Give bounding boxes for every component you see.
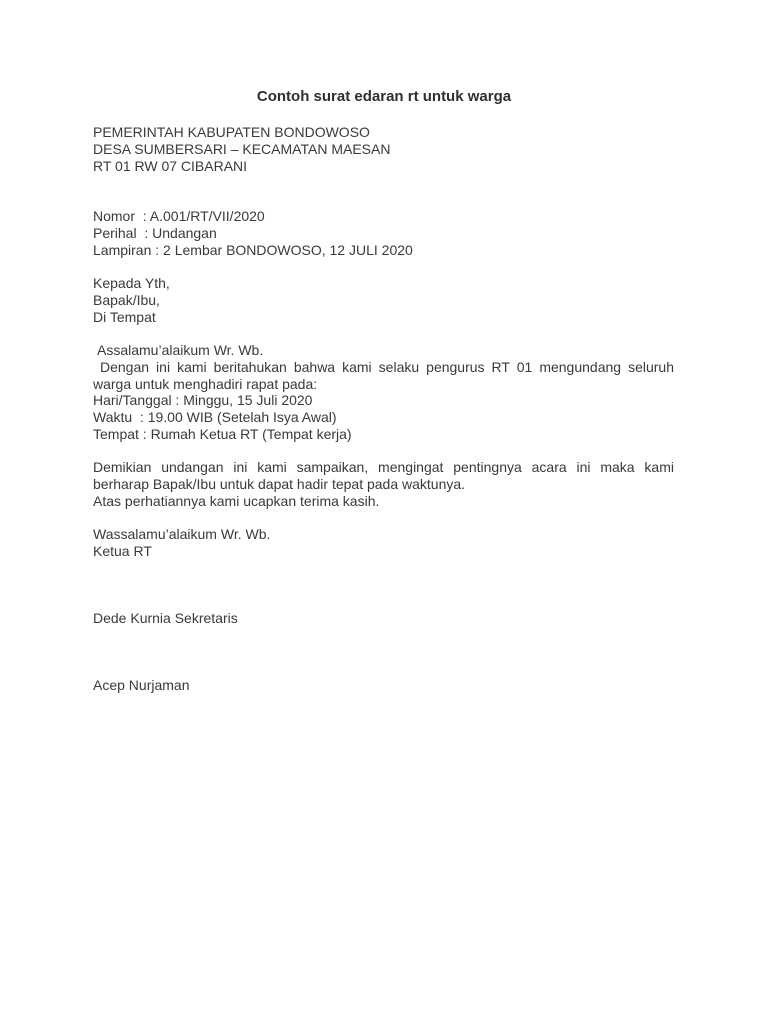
signer-block-1 <box>93 610 674 627</box>
thanks-line: Atas perhatiannya kami ucapkan terima kasih. <box>93 492 380 509</box>
signer-block-2 <box>93 677 674 694</box>
document-title: Contoh surat edaran rt untuk warga <box>256 88 512 105</box>
letterhead-line-2: DESA SUMBERSARI – KECAMATAN MAESAN <box>93 140 391 157</box>
event-date: Hari/Tanggal : Minggu, 15 Juli 2020 <box>93 392 313 409</box>
signer-name-2: Acep Nurjaman <box>93 677 190 693</box>
recipient-line-3: Di Tempat <box>93 308 156 325</box>
signer-role: Ketua RT <box>93 542 152 559</box>
signer-name-1: Dede Kurnia Sekretaris <box>93 610 238 626</box>
closing-paragraph: Demikian undangan ini kami sampaikan, mengingat pentingnya acara ini maka kami berharap Bapak/Ibu untuk dapat hadir tepat pada waktunya. <box>93 459 674 492</box>
intro-paragraph: Dengan ini kami beritahukan bahwa kami selaku pengurus RT 01 mengundang seluruh warga untuk menghadiri rapat pada: <box>93 358 674 392</box>
meta-perihal: Perihal : Undangan <box>93 224 217 241</box>
closing-block <box>93 459 674 509</box>
recipient <box>93 275 674 325</box>
letter-meta <box>93 208 674 258</box>
recipient-line-1: Kepada Yth, <box>93 275 170 291</box>
signoff <box>93 526 674 560</box>
meta-nomor: Nomor : A.001/RT/VII/2020 <box>93 208 265 224</box>
recipient-line-2: Bapak/Ibu, <box>93 291 160 308</box>
event-place: Tempat : Rumah Ketua RT (Tempat kerja) <box>93 425 352 442</box>
event-time: Waktu : 19.00 WIB (Setelah Isya Awal) <box>93 409 337 426</box>
closing-salam: Wassalamu’alaikum Wr. Wb. <box>93 526 271 542</box>
greeting: Assalamu’alaikum Wr. Wb. <box>97 342 264 358</box>
letterhead-line-3: RT 01 RW 07 CIBARANI <box>93 157 248 174</box>
meta-lampiran: Lampiran : 2 Lembar BONDOWOSO, 12 JULI 2020 <box>93 241 413 258</box>
letterhead <box>93 124 674 174</box>
letterhead-line-1: PEMERINTAH KABUPATEN BONDOWOSO <box>93 124 370 140</box>
letter-body <box>93 342 674 443</box>
